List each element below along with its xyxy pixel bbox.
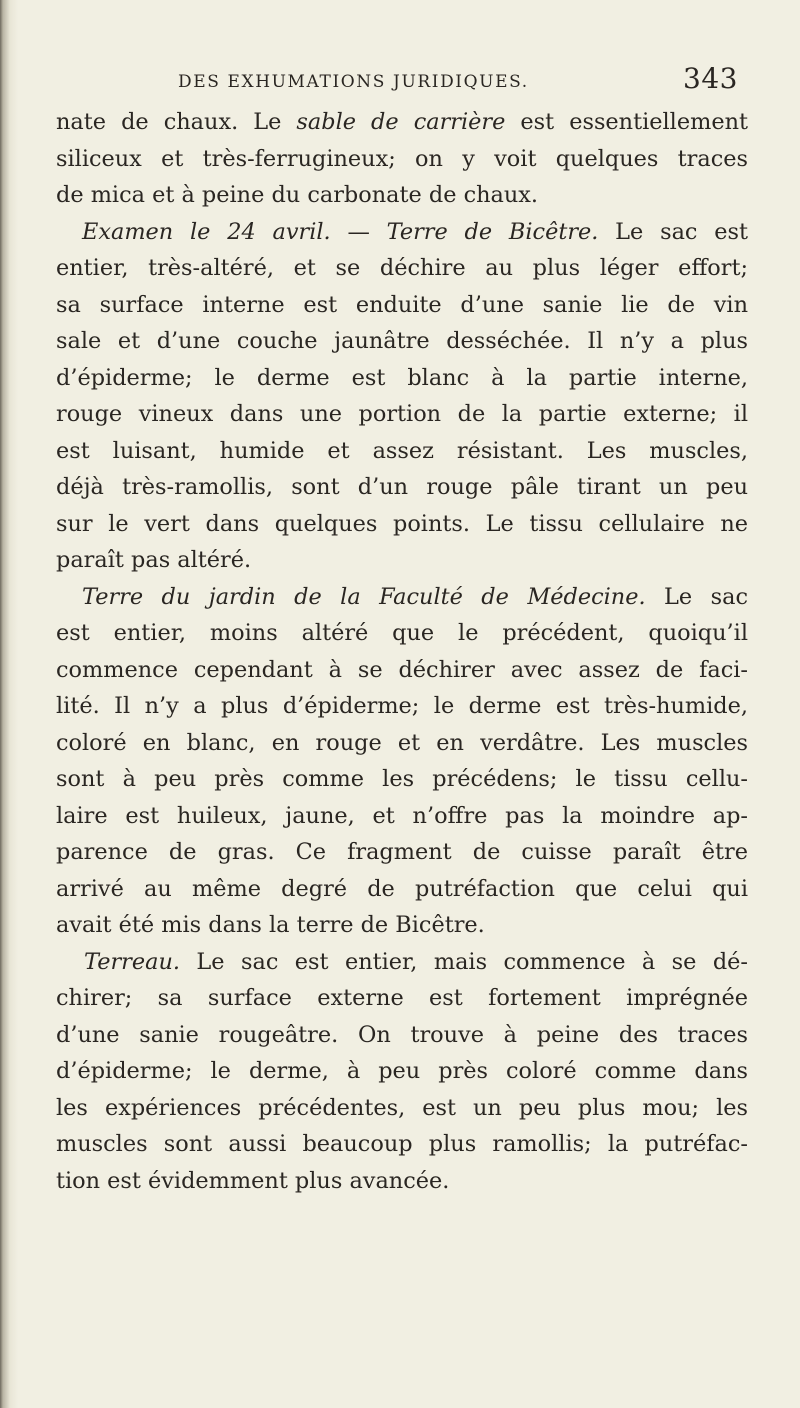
- text-line: siliceux et très-ferrugineux; on y voit quelques traces: [56, 145, 748, 172]
- text-line: est entier, moins altéré que le précédent, quoiqu’il: [56, 620, 748, 646]
- text-line: sur le vert dans quelques points. Le tissu cellulaire ne: [56, 510, 748, 537]
- text-line: avait été mis dans la terre de Bicêtre.: [56, 912, 485, 938]
- text-line: paraît pas altéré.: [56, 547, 252, 573]
- text-line: est luisant, humide et assez résistant. Les muscles,: [56, 437, 748, 464]
- text-line: déjà très-ramollis, sont d’un rouge pâle tirant un peu: [56, 474, 748, 500]
- text-line: parence de gras. Ce fragment de cuisse paraît être: [56, 839, 748, 865]
- text-line: entier, très-altéré, et se déchire au plus léger effort;: [56, 255, 748, 281]
- text-line: tion est évidemment plus avancée.: [56, 1167, 450, 1194]
- text-line: sa surface interne est enduite d’une sanie lie de vin: [56, 291, 748, 318]
- text-line: nate de chaux. Le sable de carrière est essentiellement: [56, 109, 748, 135]
- paragraph-start-line: Examen le 24 avril. — Terre de Bicêtre. Le sac est: [82, 218, 748, 245]
- text-line: arrivé au même degré de putréfaction que celui qui: [56, 875, 748, 902]
- text-line: lité. Il n’y a plus d’épiderme; le derme est très-humide,: [56, 693, 748, 719]
- text-line: d’une sanie rougeâtre. On trouve à peine des traces: [56, 1021, 748, 1048]
- page-number: 343: [683, 62, 738, 95]
- text-line: coloré en blanc, en rouge et en verdâtre. Les muscles: [56, 729, 748, 756]
- text-line: de mica et à peine du carbonate de chaux.: [56, 182, 539, 208]
- text-line: sont à peu près comme les précédens; le tissu cellu-: [56, 766, 748, 792]
- text-line: d’épiderme; le derme est blanc à la partie interne,: [56, 364, 748, 391]
- text-line: commence cependant à se déchirer avec assez de faci-: [56, 656, 748, 683]
- page-binding-edge: [0, 0, 18, 1408]
- page-body: [56, 104, 748, 1199]
- running-title: DES EXHUMATIONS JURIDIQUES.: [178, 72, 529, 92]
- text-line: laire est huileux, jaune, et n’offre pas la moindre ap-: [56, 802, 748, 829]
- text-line: d’épiderme; le derme, à peu près coloré comme dans: [56, 1058, 748, 1084]
- running-header: [178, 62, 738, 102]
- text-line: muscles sont aussi beaucoup plus ramollis; la putréfac-: [56, 1131, 748, 1157]
- text-line: chirer; sa surface externe est fortement imprégnée: [56, 985, 748, 1011]
- text-line: sale et d’une couche jaunâtre desséchée. Il n’y a plus: [56, 328, 748, 354]
- text-line: rouge vineux dans une portion de la partie externe; il: [56, 401, 748, 427]
- paragraph-start-line: Terre du jardin de la Faculté de Médecine. Le sac: [82, 583, 748, 610]
- text-line: les expériences précédentes, est un peu plus mou; les: [56, 1094, 748, 1121]
- paragraph-start-line: Terreau. Le sac est entier, mais commence à se dé-: [84, 948, 748, 975]
